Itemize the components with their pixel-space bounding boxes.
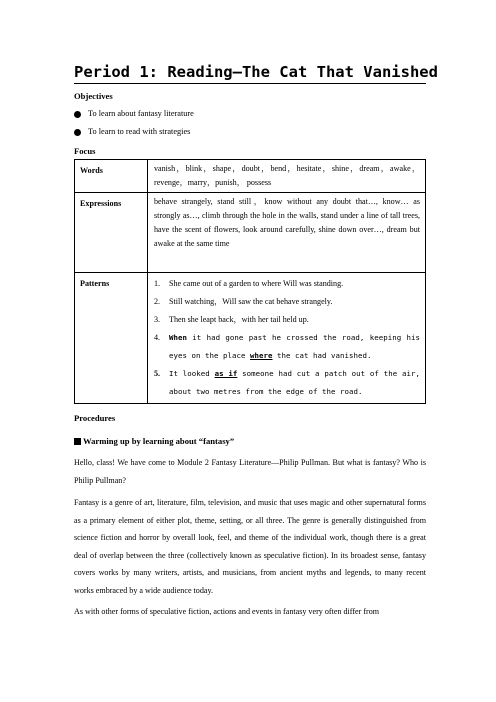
pattern-item [154, 329, 420, 365]
pattern-number: 4. [154, 333, 161, 342]
focus-row-expressions [75, 193, 426, 273]
paragraph: Fantasy is a genre of art, literature, film, television, and music that uses magic and other supernatural forms as a primary element of either plot, theme, setting, or all three. The genre is generally distinguished from science fiction and horror by overall look, feel, and theme of the individual work, though there is a great deal of overlap between the three (collectively known as speculative fiction). In its broadest sense, fantasy covers works by many writers, artists, and musicians, from ancient myths and legends, to many recent works embraced by a wide audience today. [74, 498, 426, 595]
section-heading [74, 436, 426, 446]
page-title: Period 1: Reading—The Cat That Vanished [74, 62, 426, 84]
pattern-keyword: When [169, 333, 187, 342]
objective-text: To learn to read with strategies [88, 127, 191, 136]
document-page [74, 62, 438, 621]
words-content: vanish，blink，shape，doubt，bend，hesitate，shine，dream，awake，revenge，marry，punish， possess [148, 160, 426, 193]
pattern-text [169, 365, 420, 401]
pattern-text-part: It looked [169, 369, 215, 378]
pattern-item [154, 293, 420, 311]
pattern-number: 2. [154, 297, 161, 306]
paragraph: Hello, class! We have come to Module 2 Fantasy Literature—Philip Pullman. But what is fantasy? Who is Philip Pullman? [74, 458, 426, 485]
pattern-text [169, 329, 420, 365]
bullet-icon [74, 111, 81, 118]
pattern-keyword: as if [214, 369, 238, 378]
pattern-text-part: the cat had vanished. [272, 351, 372, 360]
focus-row-words [75, 160, 426, 193]
square-bullet-icon [74, 438, 81, 445]
pattern-number: 1. [154, 279, 161, 288]
pattern-item [154, 275, 420, 293]
patterns-label: Patterns [75, 273, 148, 404]
patterns-content [148, 273, 426, 404]
pattern-text: She came out of a garden to where Will was standing. [169, 279, 344, 288]
section-title: Warming up by learning about “fantasy” [83, 436, 235, 446]
objectives-heading: Objectives [74, 91, 113, 101]
pattern-number: 3. [154, 315, 161, 324]
objective-item [74, 108, 426, 120]
focus-heading: Focus [74, 146, 96, 156]
expressions-label: Expressions [75, 193, 148, 273]
objective-text: To learn about fantasy literature [88, 109, 194, 118]
pattern-item [154, 365, 420, 401]
pattern-keyword: where [250, 351, 273, 360]
procedures-heading: Procedures [74, 413, 116, 423]
objective-item [74, 126, 426, 138]
bullet-icon [74, 129, 81, 136]
pattern-item [154, 311, 420, 329]
pattern-text-part: it had gone past he crossed the road, keeping his eyes on the place [169, 333, 420, 360]
words-label: Words [75, 160, 148, 193]
pattern-text: Still watching，Will saw the cat behave strangely. [169, 297, 333, 306]
pattern-number: 5. [154, 369, 161, 378]
focus-table [74, 159, 426, 404]
paragraph: As with other forms of speculative fiction, actions and events in fantasy very often differ from [74, 607, 380, 616]
focus-row-patterns [75, 273, 426, 404]
expressions-content: behave strangely, stand still，know without any doubt that…, know… as strongly as…, climb through the hole in the walls, stand under a line of tall trees, have the scent of flowers, look around carefully, shine down over…, dream but awake at the same time [148, 193, 426, 273]
pattern-text: Then she leapt back，with her tail held up. [169, 315, 309, 324]
pattern-text-part: someone had cut a patch out of the air, about two metres from the edge of the road. [169, 369, 421, 396]
